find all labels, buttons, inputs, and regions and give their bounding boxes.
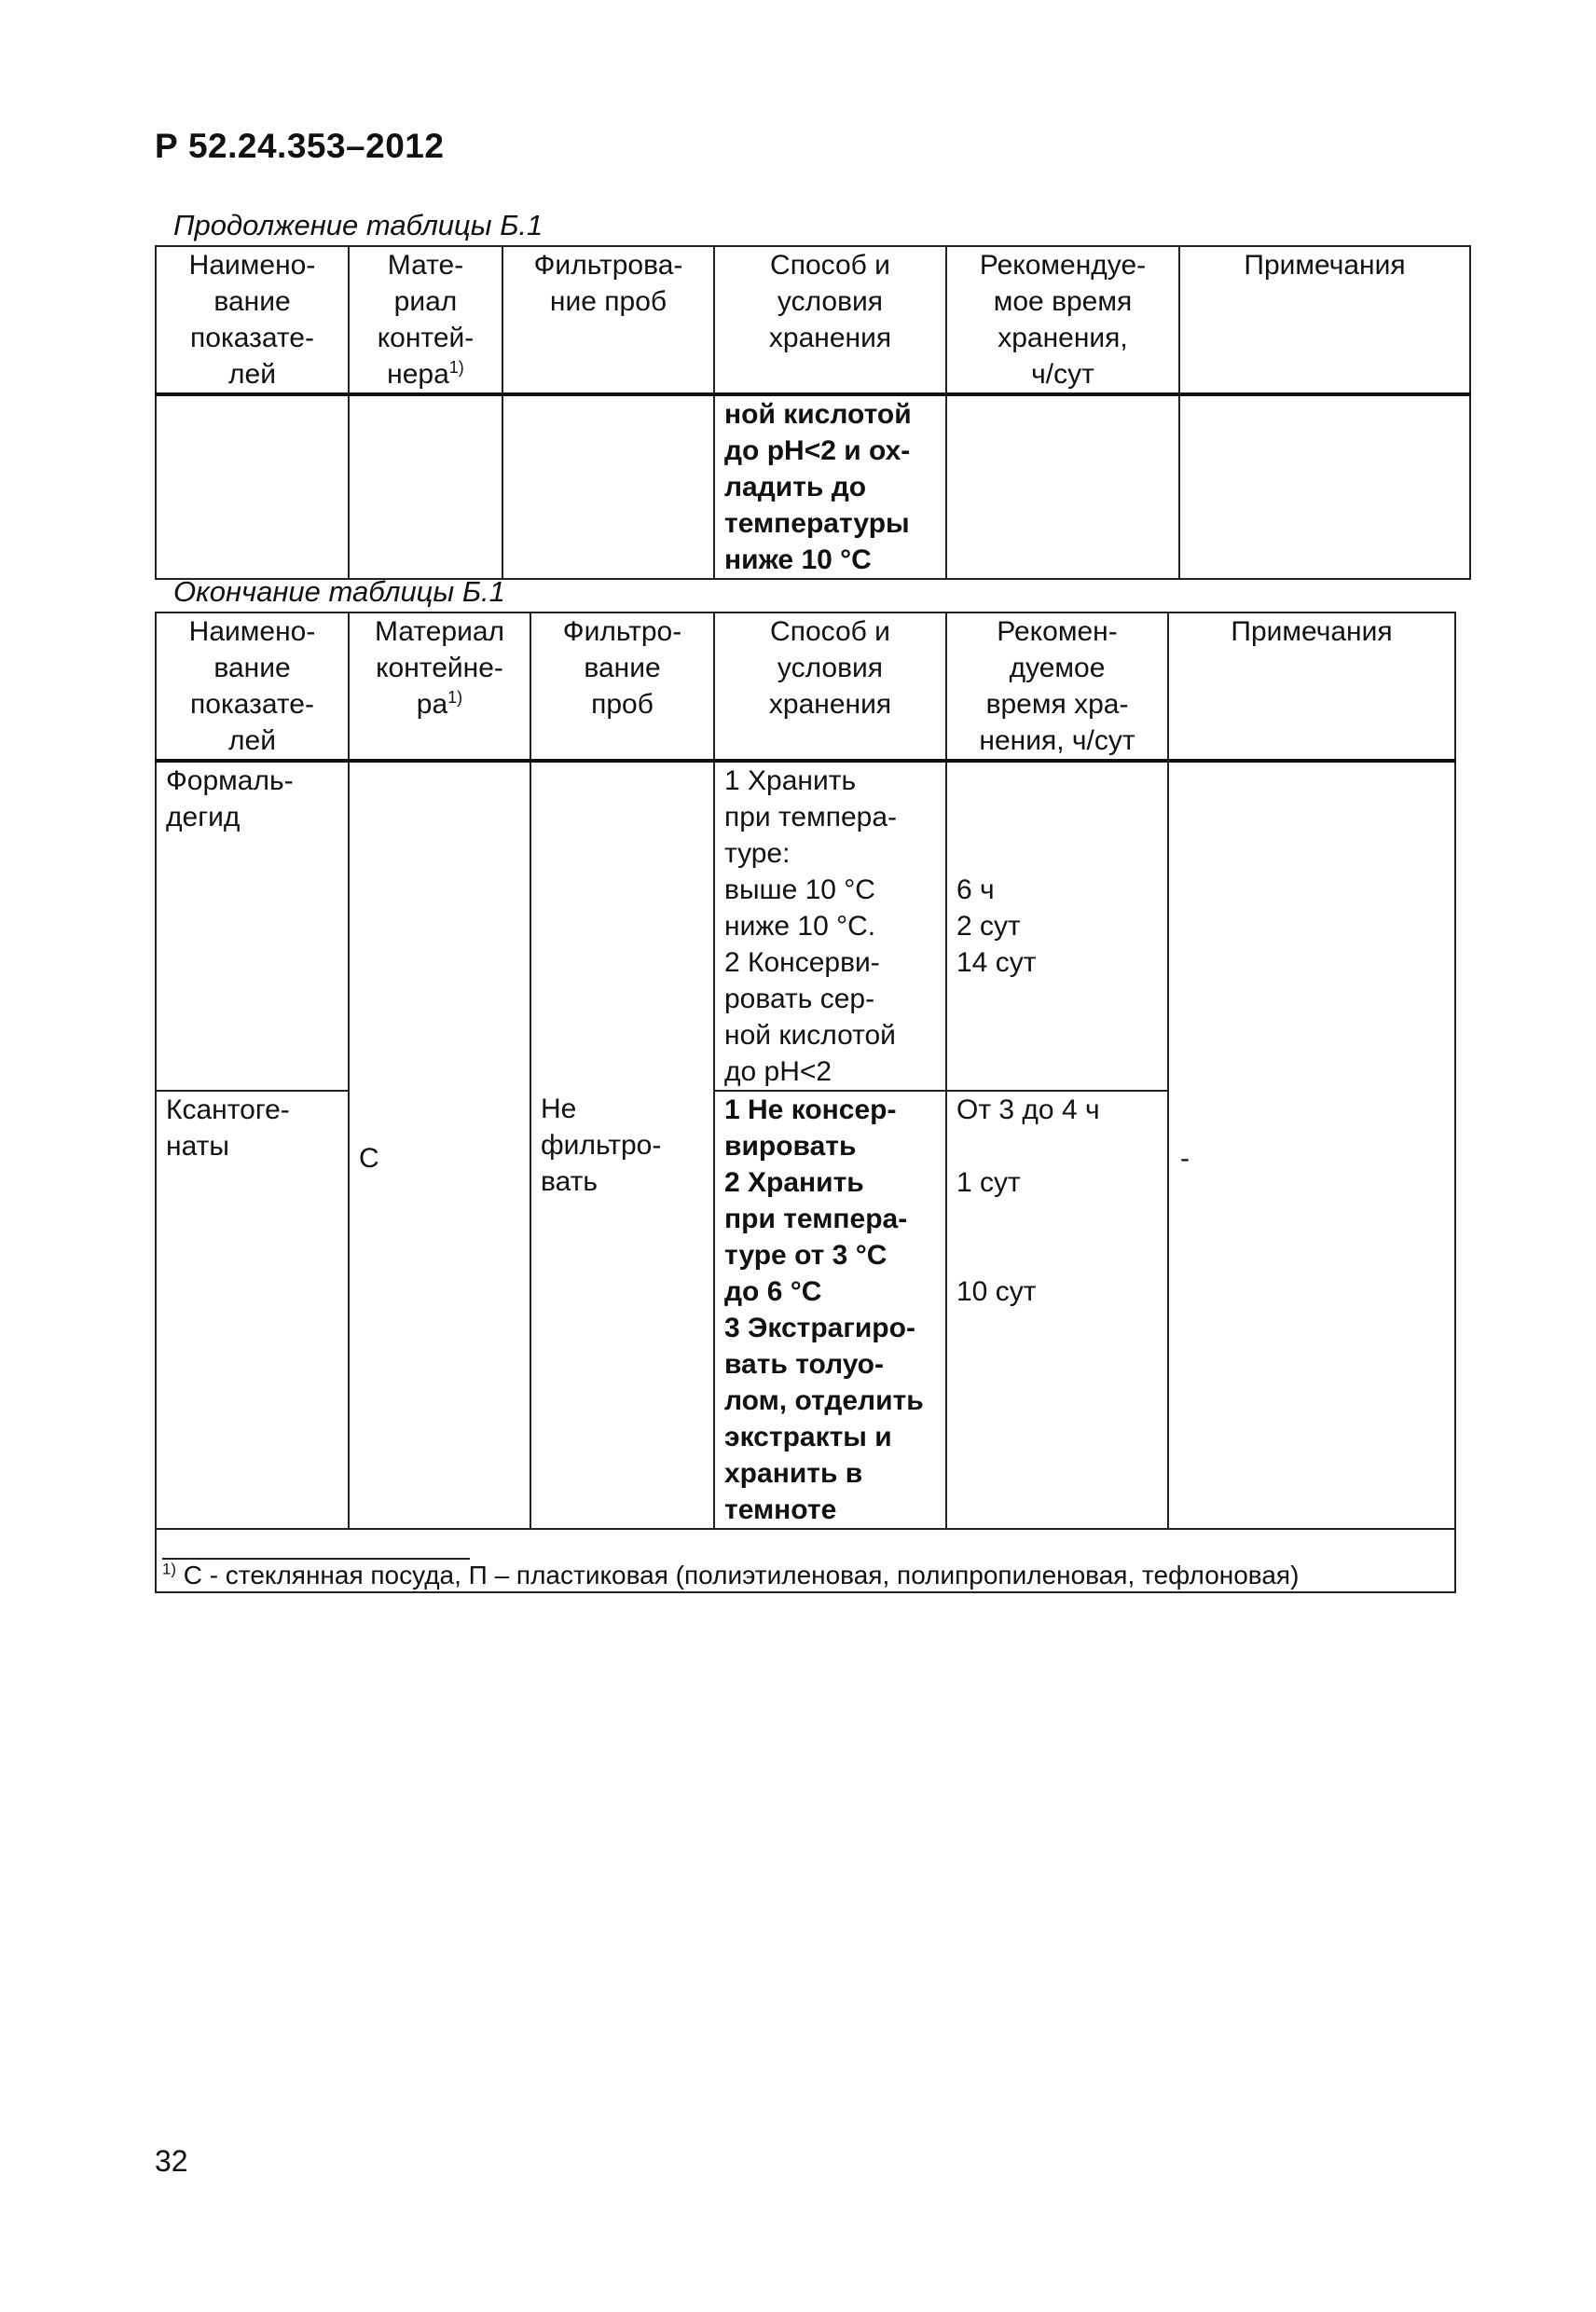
footnote-row: [156, 1552, 1455, 1592]
footnote-marker: 1): [162, 1560, 176, 1578]
table-caption-end: Окончание таблицы Б.1: [173, 575, 505, 608]
table-row: [156, 394, 1470, 579]
footnote-text: С - стеклянная посуда, П – пластиковая (полиэтиленовая, полипропиленовая, тефлоновая): [175, 1561, 1300, 1590]
table-continuation: [155, 245, 1471, 580]
table-header-row: [156, 612, 1455, 761]
cell-material-shared: С: [349, 761, 530, 1529]
page-number: 32: [155, 2144, 188, 2178]
cell-time: [946, 394, 1179, 579]
header-material: [349, 612, 530, 761]
cell-storage: 1 Не консер- вировать 2 Хранить при темпера- туре от 3 °С до 6 °С 3 Экстрагиро- вать толуо- лом, отделить экстракты и хранить в темноте: [714, 1091, 946, 1529]
cell-filtration: [502, 394, 714, 579]
cell-filtration-shared: Не фильтро- вать: [530, 761, 714, 1529]
cell-name: [156, 394, 349, 579]
footnote-spacer: [156, 1529, 1455, 1552]
header-time: Рекомендуе- мое время хранения, ч/сут: [946, 246, 1179, 394]
header-storage: Способ и условия хранения: [714, 246, 946, 394]
header-material: [349, 246, 502, 394]
header-material-text: Материал контейне- ра: [374, 616, 505, 720]
cell-name: Формаль- дегид: [156, 761, 349, 1091]
table-header-row: [156, 246, 1470, 394]
header-notes: Примечания: [1168, 612, 1455, 761]
table-end: [155, 612, 1456, 1593]
header-notes: Примечания: [1179, 246, 1470, 394]
header-name: Наимено- вание показате- лей: [156, 612, 349, 761]
table-caption-continuation: Продолжение таблицы Б.1: [173, 209, 543, 241]
document-code: Р 52.24.353–2012: [155, 127, 445, 165]
header-material-text: Мате- риал контей- нера: [377, 250, 475, 390]
footnote-separator: [162, 1558, 470, 1560]
footnote-ref: 1): [448, 358, 464, 377]
cell-notes-shared: -: [1168, 761, 1455, 1529]
footnote-spacer-row: [156, 1529, 1455, 1552]
table-row-formaldehyde: [156, 761, 1455, 1091]
header-storage: Способ и условия хранения: [714, 612, 946, 761]
footnote-ref: 1): [447, 688, 463, 707]
header-time: Рекомен- дуемое время хра- нения, ч/сут: [946, 612, 1168, 761]
header-filtration: Фильтрова- ние проб: [502, 246, 714, 394]
header-filtration: Фильтро- вание проб: [530, 612, 714, 761]
cell-name: Ксантоге- наты: [156, 1091, 349, 1529]
cell-material: [349, 394, 502, 579]
cell-time: 6 ч 2 сут 14 сут: [946, 761, 1168, 1091]
cell-storage: 1 Хранить при темпера- туре: выше 10 °С ниже 10 °С. 2 Консерви- ровать сер- ной кислотой до pH<2: [714, 761, 946, 1091]
footnote-cell: [156, 1552, 1455, 1592]
cell-time: От 3 до 4 ч 1 сут 10 сут: [946, 1091, 1168, 1529]
cell-storage: ной кислотой до pH<2 и ох- ладить до температуры ниже 10 °С: [714, 394, 946, 579]
cell-notes: [1179, 394, 1470, 579]
header-name: Наимено- вание показате- лей: [156, 246, 349, 394]
